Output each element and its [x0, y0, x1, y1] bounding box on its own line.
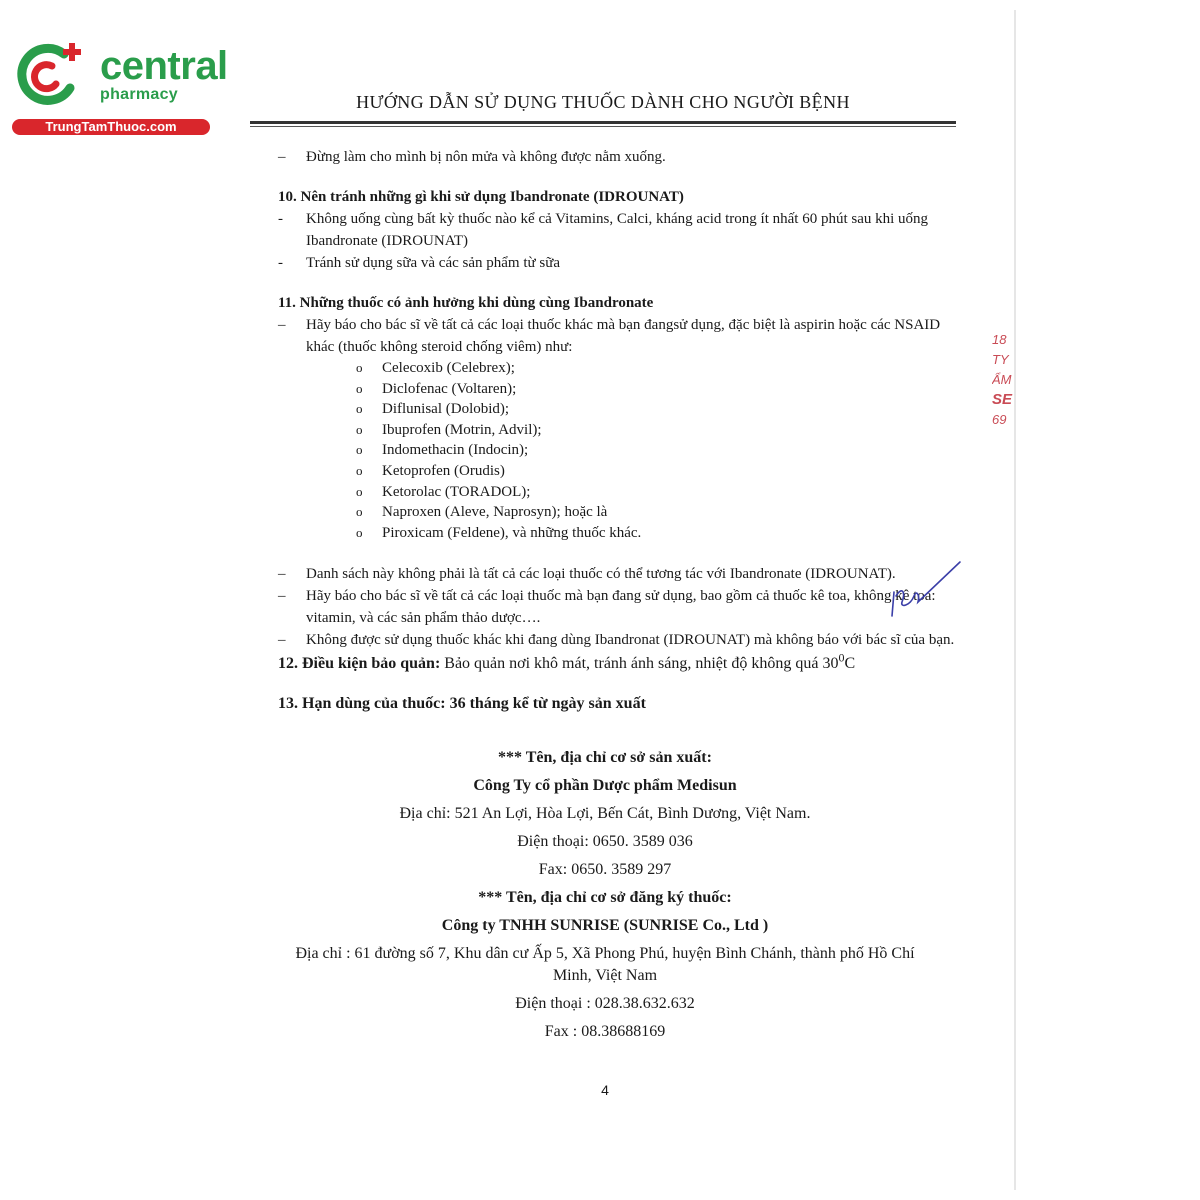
drug-name: Ibuprofen (Motrin, Advil); [382, 421, 542, 438]
list-item [278, 208, 956, 252]
dash-bullet: - [278, 255, 283, 271]
section-10-item-1: Không uống cùng bất kỳ thuốc nào kể cả Vitamins, Calci, kháng acid trong ít nhất 60 phút sau khi uống Ibandronate (IDROUNAT) [306, 211, 929, 249]
circle-bullet-icon: o [356, 380, 363, 396]
circle-bullet-icon: o [356, 360, 363, 375]
stamp-text-5: 69 [992, 412, 1007, 427]
nsaid-list [278, 358, 956, 543]
section-11-note-2: Hãy báo cho bác sĩ về tất cả các loại thuốc mà bạn đang sử dụng, bao gồm cả thuốc kê toa, không kê toa: vitamin, và các sản phẩm thảo dược…. [306, 588, 936, 627]
dash-bullet: - [278, 211, 283, 227]
section-12 [278, 653, 956, 675]
header-rule-thin [250, 126, 956, 127]
central-pharmacy-logo[interactable] [12, 40, 228, 136]
drug-name: Naproxen (Aleve, Naprosyn); hoặc là [382, 504, 608, 521]
section-11-intro: Hãy báo cho bác sĩ về tất cả các loại thuốc khác mà bạn đangsử dụng, đặc biệt là aspirin hoặc các NSAID khác (thuốc không steroid chống viêm) như: [306, 317, 941, 355]
spacer [278, 543, 956, 563]
list-item [278, 420, 956, 441]
page-edge [1014, 10, 1016, 1190]
temperature-unit: C [844, 655, 856, 673]
dash-bullet: – [278, 317, 286, 333]
logo-url[interactable]: TrungTamThuoc.com [12, 119, 210, 135]
section-11-note-3: Không được sử dụng thuốc khác khi đang dùng Ibandronat (IDROUNAT) mà không báo với bác sĩ của bạn. [306, 632, 955, 649]
dash-bullet: – [278, 149, 286, 165]
section-11-heading: 11. Những thuốc có ảnh hưởng khi dùng cùng Ibandronate [278, 295, 654, 311]
list-item [278, 440, 956, 461]
stamp-text-3: ẨM [992, 372, 1012, 387]
drug-name: Ketorolac (TORADOL); [382, 483, 531, 500]
circle-bullet-icon: o [356, 504, 363, 520]
document-body [278, 146, 956, 715]
list-item [278, 358, 956, 379]
drug-name: Diclofenac (Voltaren); [382, 380, 517, 397]
list-item [278, 314, 956, 358]
page-number: 4 [601, 1082, 609, 1098]
circle-bullet-icon: o [356, 401, 363, 417]
dash-bullet: – [278, 566, 286, 583]
circle-bullet-icon: o [356, 462, 363, 478]
manufacturer-phone: Điện thoại: 0650. 3589 036 [517, 833, 693, 850]
drug-name: Indomethacin (Indocin); [382, 442, 529, 459]
registrant-address-line-2: Minh, Việt Nam [552, 967, 658, 984]
registrant-title: *** Tên, địa chỉ cơ sở đăng ký thuốc: [478, 889, 732, 906]
drug-name: Piroxicam (Feldene), và những thuốc khác. [382, 524, 642, 541]
list-item [278, 399, 956, 420]
list-item [278, 379, 956, 400]
intro-item-text: Đừng làm cho mình bị nôn mửa và không được nằm xuống. [306, 149, 666, 165]
header-rule [250, 121, 956, 124]
registrant-fax: Fax : 08.38688169 [544, 1023, 666, 1040]
stamp-text-1: 18 [992, 332, 1007, 347]
section-10-heading: 10. Nên tránh những gì khi sử dụng Ibandronate (IDROUNAT) [278, 189, 684, 205]
stamp-text-4: SE [992, 391, 1013, 408]
registrant-company: Công ty TNHH SUNRISE (SUNRISE Co., Ltd ) [441, 917, 769, 934]
degree-superscript: 0 [838, 651, 845, 666]
manufacturer-company: Công Ty cổ phần Dược phẩm Medisun [473, 777, 737, 794]
stamp-text-2: TY [992, 352, 1009, 367]
registrant-phone: Điện thoại : 028.38.632.632 [515, 995, 695, 1012]
circle-bullet-icon: o [356, 442, 363, 458]
circle-bullet-icon: o [356, 421, 363, 437]
list-item [278, 146, 956, 168]
dash-bullet: – [278, 588, 286, 605]
list-item [278, 252, 956, 274]
section-11-note-1: Danh sách này không phải là tất cả các loại thuốc có thể tương tác với Ibandronate (IDROUNAT). [306, 566, 896, 583]
circle-bullet-icon: o [356, 524, 363, 540]
logo-sub: pharmacy [100, 86, 178, 103]
section-10-item-2: Tránh sử dụng sữa và các sản phẩm từ sữa [306, 255, 561, 271]
logo-name: central [100, 44, 228, 88]
section-12-text: Bảo quản nơi khô mát, tránh ánh sáng, nhiệt độ không quá 30 [444, 655, 839, 673]
list-item [278, 482, 956, 503]
list-item [278, 461, 956, 482]
list-item [278, 502, 956, 523]
drug-name: Diflunisal (Dolobid); [382, 401, 510, 418]
manufacturer-address: Địa chỉ: 521 An Lợi, Hòa Lợi, Bến Cát, Bình Dương, Việt Nam. [399, 805, 811, 822]
manufacturer-title: *** Tên, địa chỉ cơ sở sản xuất: [498, 749, 712, 766]
section-12-heading: 12. Điều kiện bảo quản: [278, 655, 441, 673]
circle-bullet-icon: o [356, 483, 363, 499]
red-stamp-fragment [992, 330, 1018, 470]
list-item [278, 563, 956, 585]
list-item [278, 523, 956, 544]
dash-bullet: – [278, 632, 286, 649]
handwritten-signature-icon [862, 556, 972, 636]
contact-info-block [260, 744, 950, 1046]
manufacturer-fax: Fax: 0650. 3589 297 [538, 861, 672, 878]
drug-name: Celecoxib (Celebrex); [382, 360, 515, 376]
list-item [278, 629, 956, 651]
registrant-address [260, 943, 950, 987]
list-item [278, 585, 956, 629]
drug-name: Ketoprofen (Orudis) [382, 462, 505, 479]
registrant-address-line-1: Địa chỉ : 61 đường số 7, Khu dân cư Ấp 5, Xã Phong Phú, huyện Bình Chánh, thành phố Hồ Chí [295, 945, 915, 962]
pharmacy-logo-icon [12, 40, 90, 110]
page-header-title: HƯỚNG DẪN SỬ DỤNG THUỐC DÀNH CHO NGƯỜI BỆNH [356, 92, 850, 112]
section-13-heading: 13. Hạn dùng của thuốc: 36 tháng kể từ ngày sản xuất [278, 695, 646, 713]
